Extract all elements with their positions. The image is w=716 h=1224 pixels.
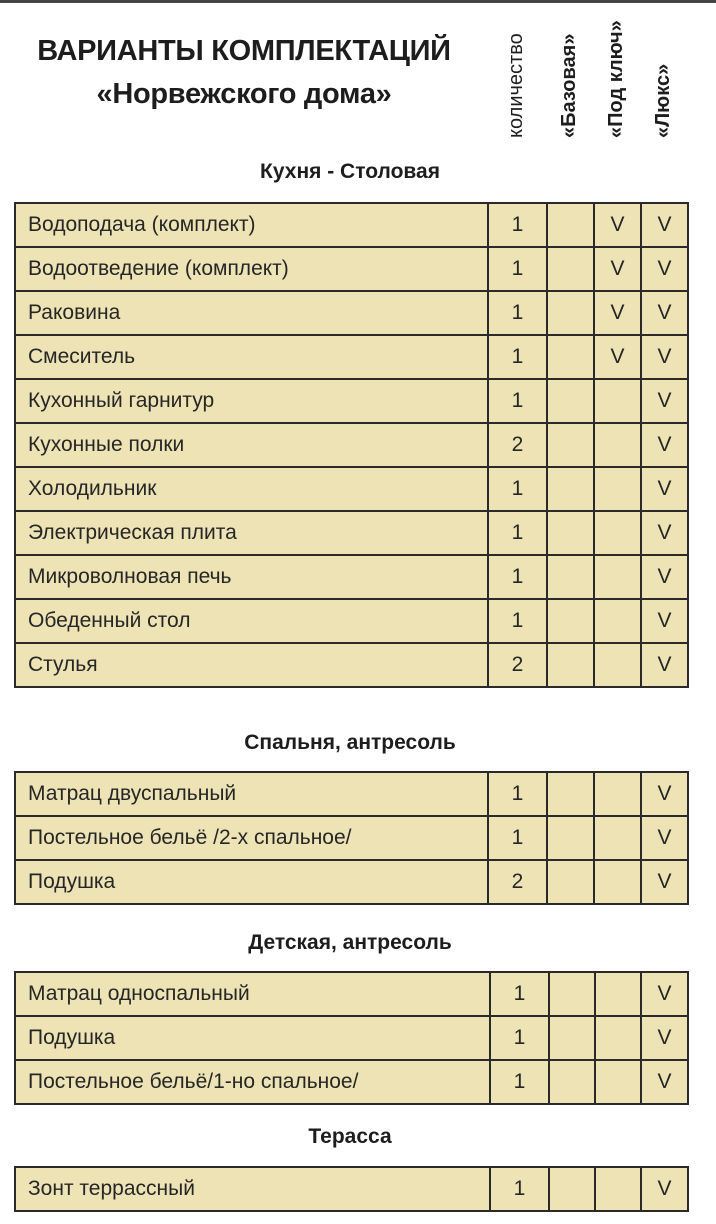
- quantity-cell: 1: [488, 555, 547, 599]
- quantity-cell: 1: [488, 379, 547, 423]
- turnkey-package-cell: V: [594, 335, 641, 379]
- lux-package-cell: V: [641, 467, 688, 511]
- table-row: [15, 816, 688, 860]
- column-header-lux-label: «Люкс»: [652, 63, 674, 138]
- item-name-cell: Матрац двуспальный: [15, 772, 488, 816]
- quantity-cell: 1: [490, 1060, 549, 1104]
- base-package-cell: [547, 423, 594, 467]
- table-row: [15, 599, 688, 643]
- turnkey-package-cell: V: [594, 291, 641, 335]
- lux-package-cell: V: [641, 816, 688, 860]
- quantity-cell: 1: [488, 247, 547, 291]
- item-name-cell: Кухонные полки: [15, 423, 488, 467]
- table-row: [15, 972, 688, 1016]
- base-package-cell: [547, 291, 594, 335]
- lux-package-cell: V: [641, 1060, 688, 1104]
- table-row: [15, 511, 688, 555]
- table-row: [15, 423, 688, 467]
- section-title-bedroom: Спальня, антресоль: [244, 731, 456, 754]
- base-package-cell: [547, 335, 594, 379]
- turnkey-package-cell: V: [594, 247, 641, 291]
- quantity-cell: 1: [488, 291, 547, 335]
- quantity-cell: 1: [488, 772, 547, 816]
- table-kids-room: [14, 971, 689, 1105]
- quantity-cell: 1: [488, 511, 547, 555]
- turnkey-package-cell: [595, 1016, 641, 1060]
- table-body: [15, 1167, 688, 1211]
- base-package-cell: [549, 1016, 595, 1060]
- base-package-cell: [547, 599, 594, 643]
- base-package-cell: [547, 860, 594, 904]
- table-row: [15, 379, 688, 423]
- item-name-cell: Смеситель: [15, 335, 488, 379]
- base-package-cell: [547, 247, 594, 291]
- table-kitchen: [14, 202, 689, 688]
- turnkey-package-cell: [594, 379, 641, 423]
- quantity-cell: 1: [490, 1167, 549, 1211]
- quantity-cell: 1: [488, 816, 547, 860]
- quantity-cell: 1: [488, 335, 547, 379]
- column-header-turnkey-label: «Под ключ»: [605, 20, 627, 138]
- quantity-cell: 1: [488, 599, 547, 643]
- section-title-kids-room: Детская, антресоль: [248, 931, 452, 954]
- table-row: [15, 291, 688, 335]
- turnkey-package-cell: [595, 972, 641, 1016]
- turnkey-package-cell: [595, 1167, 641, 1211]
- table-row: [15, 860, 688, 904]
- lux-package-cell: V: [641, 643, 688, 687]
- item-name-cell: Постельное бельё /2-х спальное/: [15, 816, 488, 860]
- item-name-cell: Стулья: [15, 643, 488, 687]
- item-name-cell: Обеденный стол: [15, 599, 488, 643]
- base-package-cell: [547, 511, 594, 555]
- lux-package-cell: V: [641, 1167, 688, 1211]
- quantity-cell: 1: [490, 1016, 549, 1060]
- item-name-cell: Водоподача (комплект): [15, 203, 488, 247]
- quantity-cell: 1: [488, 467, 547, 511]
- lux-package-cell: V: [641, 860, 688, 904]
- lux-package-cell: V: [641, 511, 688, 555]
- base-package-cell: [549, 1060, 595, 1104]
- lux-package-cell: V: [641, 772, 688, 816]
- turnkey-package-cell: [594, 511, 641, 555]
- lux-package-cell: V: [641, 291, 688, 335]
- base-package-cell: [547, 555, 594, 599]
- turnkey-package-cell: [594, 816, 641, 860]
- table-body: [15, 203, 688, 687]
- turnkey-package-cell: [594, 772, 641, 816]
- turnkey-package-cell: V: [594, 203, 641, 247]
- base-package-cell: [547, 203, 594, 247]
- turnkey-package-cell: [594, 423, 641, 467]
- item-name-cell: Водоотведение (комплект): [15, 247, 488, 291]
- table-row: [15, 1060, 688, 1104]
- table-row: [15, 555, 688, 599]
- lux-package-cell: V: [641, 335, 688, 379]
- base-package-cell: [549, 972, 595, 1016]
- table-bedroom: [14, 771, 689, 905]
- page-title-line-2: «Норвежского дома»: [96, 78, 392, 110]
- item-name-cell: Микроволновая печь: [15, 555, 488, 599]
- base-package-cell: [547, 643, 594, 687]
- lux-package-cell: V: [641, 423, 688, 467]
- item-name-cell: Матрац односпальный: [15, 972, 490, 1016]
- item-name-cell: Электрическая плита: [15, 511, 488, 555]
- quantity-cell: 2: [488, 423, 547, 467]
- table-body: [15, 772, 688, 904]
- table-row: [15, 467, 688, 511]
- item-name-cell: Кухонный гарнитур: [15, 379, 488, 423]
- table-row: [15, 1016, 688, 1060]
- table-row: [15, 203, 688, 247]
- lux-package-cell: V: [641, 247, 688, 291]
- lux-package-cell: V: [641, 203, 688, 247]
- turnkey-package-cell: [594, 599, 641, 643]
- base-package-cell: [547, 379, 594, 423]
- base-package-cell: [547, 772, 594, 816]
- page-title-line-1: ВАРИАНТЫ КОМПЛЕКТАЦИЙ: [37, 35, 451, 67]
- quantity-cell: 2: [488, 643, 547, 687]
- base-package-cell: [547, 816, 594, 860]
- table-row: [15, 247, 688, 291]
- lux-package-cell: V: [641, 599, 688, 643]
- item-name-cell: Постельное бельё/1-но спальное/: [15, 1060, 490, 1104]
- top-border-line: [0, 0, 716, 3]
- table-body: [15, 972, 688, 1104]
- table-row: [15, 335, 688, 379]
- lux-package-cell: V: [641, 972, 688, 1016]
- item-name-cell: Раковина: [15, 291, 488, 335]
- item-name-cell: Подушка: [15, 1016, 490, 1060]
- base-package-cell: [547, 467, 594, 511]
- turnkey-package-cell: [594, 643, 641, 687]
- section-title-terrace: Терасса: [308, 1125, 392, 1148]
- quantity-cell: 1: [490, 972, 549, 1016]
- item-name-cell: Холодильник: [15, 467, 488, 511]
- lux-package-cell: V: [641, 1016, 688, 1060]
- lux-package-cell: V: [641, 555, 688, 599]
- lux-package-cell: V: [641, 379, 688, 423]
- table-row: [15, 643, 688, 687]
- section-title-kitchen: Кухня - Столовая: [260, 160, 440, 183]
- quantity-cell: 1: [488, 203, 547, 247]
- quantity-cell: 2: [488, 860, 547, 904]
- table-terrace: [14, 1166, 689, 1212]
- turnkey-package-cell: [594, 555, 641, 599]
- turnkey-package-cell: [595, 1060, 641, 1104]
- table-row: [15, 772, 688, 816]
- turnkey-package-cell: [594, 467, 641, 511]
- item-name-cell: Подушка: [15, 860, 488, 904]
- item-name-cell: Зонт террассный: [15, 1167, 490, 1211]
- column-header-base-label: «Базовая»: [558, 33, 580, 138]
- column-header-qty-label: количество: [505, 33, 527, 138]
- table-row: [15, 1167, 688, 1211]
- turnkey-package-cell: [594, 860, 641, 904]
- base-package-cell: [549, 1167, 595, 1211]
